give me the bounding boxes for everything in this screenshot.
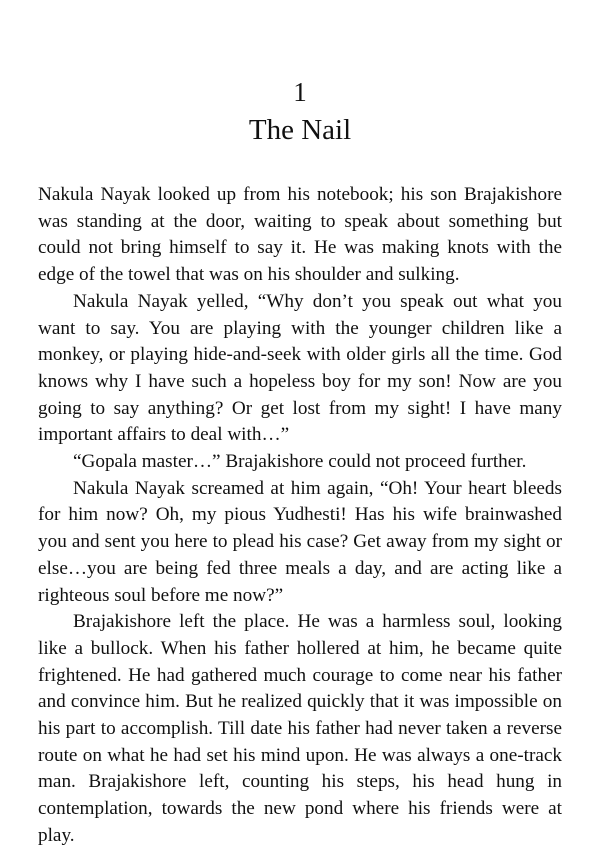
paragraph-3: “Gopala master…” Brajakishore could not proceed further. [73, 451, 527, 473]
paragraph-1: Nakula Nayak looked up from his notebook; his son Brajakishore was standing at the door, waiting to speak about something but could not bring himself to say it. He was making knots with the edge of the towel that was on his shoulder and sulking. [38, 184, 562, 286]
paragraph-4: Nakula Nayak screamed at him again, “Oh! Your heart bleeds for him now? Oh, my pious Yudhesti! Has his wife brainwashed you and sent you here to plead his case? Get away from my sight or else…you are being fed three meals a day, and are acting like a righteous soul before me now?” [38, 477, 562, 606]
paragraph-5: Brajakishore left the place. He was a harmless soul, looking like a bullock. When his father hollered at him, he became quite frightened. He had gathered much courage to come near his father and convince him. But he realized quickly that it was impossible on his part to accomplish. Till date his father had never taken a reverse route on what he had set his mind upon. He was always a one-track man. Brajakishore left, counting his steps, his head hung in contemplation, towards the new pond where his friends were at play. [38, 611, 562, 846]
chapter-body [38, 182, 562, 850]
paragraph-2: Nakula Nayak yelled, “Why don’t you speak out what you want to say. You are playing with the younger children like a monkey, or playing hide-and-seek with older girls all the time. God knows why I have such a hopeless boy for my son! Now are you going to say anything? Or get lost from my sight! I have many important affairs to deal with…” [38, 290, 562, 446]
chapter-title: The Nail [248, 114, 352, 146]
chapter-number: 1 [293, 77, 307, 107]
